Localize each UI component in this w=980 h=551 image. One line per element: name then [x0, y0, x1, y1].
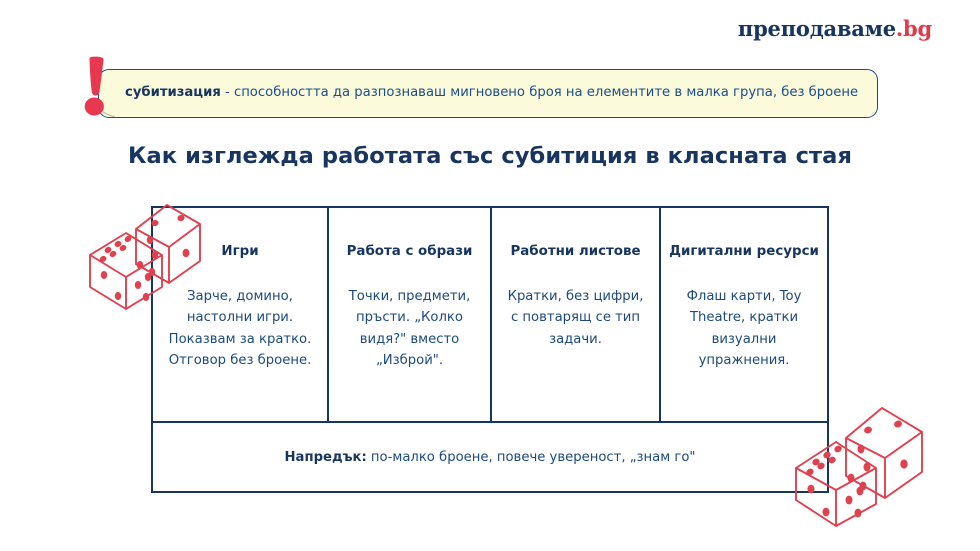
definition-term: субитизация [125, 85, 221, 101]
column-body: Зарче, домино, настолни игри. Показвам за кратко. Отговор без броене. [168, 289, 312, 369]
progress-label: Напредък: [284, 449, 367, 465]
column-body: Флаш карти, Toy Theatre, кратки визуални упражнения. [686, 289, 802, 369]
brand-logo-tld: .bg [895, 16, 932, 41]
table-columns-row [153, 208, 827, 421]
brand-logo [738, 16, 932, 41]
brand-logo-name: преподаваме [737, 16, 896, 41]
column-header: Работни листове [510, 244, 641, 259]
page-title: Как изглежда работата със субитиция в класната стая [128, 143, 852, 169]
table-column-worksheets [492, 208, 661, 421]
table-footer-row [153, 421, 827, 491]
column-body: Кратки, без цифри, с повтарящ се тип задачи. [507, 289, 644, 347]
table-column-digital-resources [661, 208, 827, 421]
column-body: Точки, предмети, пръсти. „Колко видя?" вместо „Изброй". [348, 289, 471, 369]
definition-banner [98, 69, 878, 118]
table-column-images [329, 208, 492, 421]
definition-banner-text [99, 85, 876, 102]
progress-summary [285, 450, 696, 465]
column-header: Дигитални ресурси [669, 244, 819, 259]
column-header: Работа с образи [346, 244, 473, 259]
definition-description: - способността да разпознаваш мигновено броя на елементите в малка група, без броене [220, 85, 859, 101]
progress-text: по-малко броене, повече увереност, „знам го" [366, 449, 696, 465]
column-header: Игри [221, 244, 259, 259]
content-table [151, 206, 829, 493]
table-column-games [153, 208, 329, 421]
